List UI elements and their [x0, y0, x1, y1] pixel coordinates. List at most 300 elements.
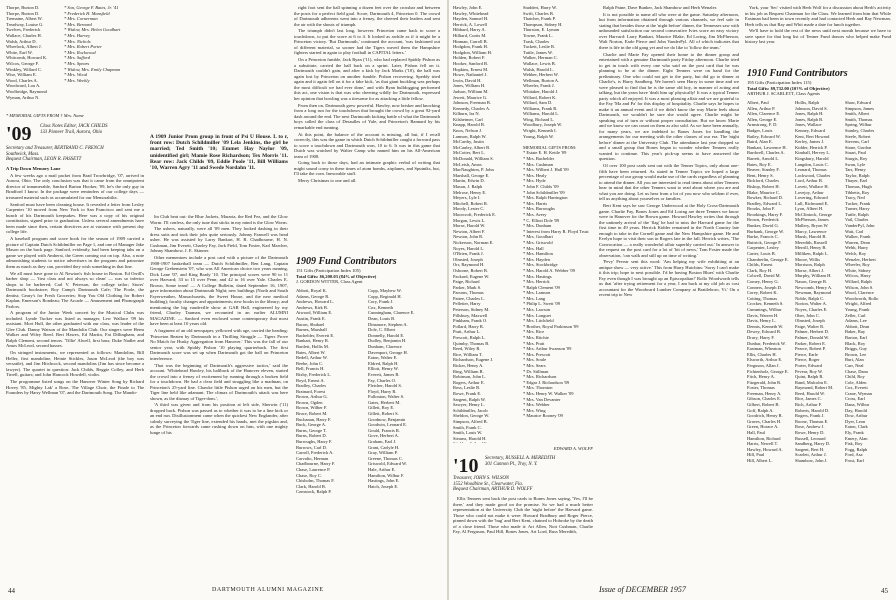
contributor-name: Bruce, Robert M.: [296, 411, 328, 417]
contributor-name: Walsh, Harold L.: [523, 66, 554, 72]
contributor-name: Knox, Nelson J.: [453, 128, 482, 134]
contributor-name: Lovering, Edward: [795, 195, 828, 201]
contributor-name: Vail, Charles: [845, 217, 869, 223]
contributor-name: Kennedy, Charles A.: [453, 105, 491, 111]
contributor-name: Buttrick, George F.: [747, 239, 782, 245]
contributor-name: Goodrich, Henry R.: [747, 413, 783, 419]
contributor-name: Ely, Frank: [845, 430, 864, 436]
contributor-name: Bachelder, Everett E.: [296, 332, 335, 338]
contributor-name: Hill, Paul: [747, 452, 765, 458]
class-officers: Class Notes Editor, JACK CHILDS 133 Pioneer Trail, Aurora, Ohio: [40, 124, 108, 135]
contributor-name: McLeish, Amos: [453, 161, 482, 167]
memorial-gift-name: * Mrs. Cornerman: [64, 16, 98, 22]
contributor-name: Crocker, Kenneth S.: [747, 301, 784, 307]
contributor-name: * Mrs. Lawson: [523, 307, 551, 313]
memorial-gift-name: * Widow, Mrs. Helen Goodhart: [64, 27, 121, 33]
contributor-name: Murphy, William H.: [795, 273, 832, 279]
contributor-name: Hawley, Whitehead: [453, 10, 489, 16]
contributor-name: Frost, Earl: [845, 458, 864, 463]
contributor-name: Stanley, Charles: [845, 127, 875, 133]
contributor-name: Goodnow, Benjamin: [368, 416, 406, 422]
contributor-name: Jones, Ralph B.: [795, 116, 824, 122]
contributor-name: Armstrong, F. D.: [747, 122, 778, 128]
contributor-name: Tucker, Frank: [845, 200, 871, 206]
contributor-name: Wenzler, Herbert: [845, 256, 876, 262]
contributor-name: * Brother, Royal Parkinson '09: [523, 323, 579, 329]
memorial-gift-name: * Mrs. Bernard: [64, 21, 92, 27]
contributor-name: Dana, Wilbur: [845, 402, 870, 408]
contributor-name: Quimby, Thomas B.: [453, 340, 490, 346]
column-2-text: [150, 214, 288, 580]
contributor-name: Marshall, George E.: [453, 172, 490, 178]
contributor-name: Shambow, John J.: [795, 458, 828, 463]
contributor-name: * Mrs. Litchfield: [523, 318, 554, 324]
contributor-name: Hill, Albert L.: [747, 458, 773, 463]
contributor-name: Hastings, John E.: [368, 478, 400, 484]
contributor-name: Towne, Frank L.: [523, 32, 553, 38]
contributor-name: Pierce, Earle: [795, 351, 818, 357]
contributor-name: Bradley, Edward L.: [747, 200, 783, 206]
contributor-name: Kilburn, Ira N.: [453, 111, 480, 117]
contributor-name: Smith, Louis W.: [453, 430, 483, 436]
contributor-name: Woodbury, Joseph W.: [523, 122, 563, 128]
paragraph: A fragment of an old newspaper, yellowed with age, carried the heading: 'Princeton Beaten by Dartmouth in a Thrilling Struggle — Tigers Prove No Match for Husky Aggregation from Hanover.' This was the fall of our senior year, with Spiddy Pishon '10 playing quarterback. The first Dartmouth score was set up when Dartmouth got the ball on Princeton interference.: [150, 328, 288, 361]
contributor-name: * Mrs. Ralph Harrington: [523, 195, 568, 201]
contributor-name: Wood, Clarence: [845, 290, 874, 296]
contributor-name: Rand, Malcolm E.: [795, 379, 828, 385]
contributor-name: Wallace, Lewis B.: [523, 60, 556, 66]
contributor-name: Walker, Frank: [845, 234, 871, 240]
contributor-name: Wait, Carl: [845, 228, 864, 234]
contributor-name: Cole, Alden: [845, 379, 867, 385]
contributor-name: Gibson, Charles E.: [747, 396, 781, 402]
contributor-name: * Mrs. Cushman: [523, 161, 553, 167]
contributor-name: Gould, Francis R.: [368, 427, 400, 433]
contributor-name: Abbott, Dean: [845, 323, 870, 329]
paragraph: right foot sent the ball spinning a dozen feet over the crossbar and between the posts for a perfect field goal. Score, Dartmouth 4, Princeton 0. The crowd of Dartmouth adherents went into a frenzy, the cheered their leaders and sent the air with the shouts of triumph.: [294, 5, 440, 27]
paragraph: 'That was the beginning of Dartmouth's aggressive tactics,' said the account. 'Whitehead Hawley, his halfback of the Hanover eleven, started the crowd into a frenzy of excitement by running through a broken field for a touchdown. He had a clear field and straggling like a madman, on Princeton's 25-yard line. Chawke little Pishon urged on his men, but the Tiger line held like adamant. The climax of Dartmouth's attack was here shown, as the dismay of Tiger-dom.',: [150, 362, 288, 401]
contributor-name: McCotter, Bert L.: [453, 150, 486, 156]
contributor-name: * Mrs. Wilbert J. Hall '09: [523, 167, 569, 173]
memorial-gift-name: * Mrs. Wood: [64, 72, 87, 78]
contributor-name: * Mrs. Ritchie: [523, 335, 549, 341]
fund-1909-summary: 151 Gifts (Participation Index 105) Total Gifts: $6,200.03 (84% of Objective) J. GORDON WITTER, Class Agent: [296, 268, 377, 285]
contributor-name: Taylor, Ralph: [845, 172, 870, 178]
fund-1909-title: 1909 Fund Contributors: [296, 256, 397, 267]
contributor-name: Bartlett, Hollis M.: [296, 343, 329, 349]
contributor-name: Copp, Mayhew W.: [368, 288, 402, 293]
contributor-name: Wilson, John S.: [845, 284, 874, 290]
contributor-name: Simpson, Alfred B.: [453, 418, 488, 424]
contributor-name: Studdert, Harry W.: [523, 5, 557, 10]
contributor-name: McPherson, James: [795, 217, 829, 223]
contributor-name: Brookings, Harry F.: [747, 211, 783, 217]
memorial-gift-name: * Mrs. Rockwood: [64, 49, 96, 55]
contributor-name: Hollis, Ralph: [795, 100, 820, 105]
contributor-name: Ober, John C.: [795, 312, 820, 318]
class-10-intro: [453, 496, 593, 580]
contributor-name: Bixby, Frederick L.: [296, 371, 332, 377]
contributor-name: Dunbar, Frederick W.: [747, 340, 786, 346]
contributor-name: Stone, Gordon: [845, 144, 872, 150]
contributor-name: Burns, George T.: [296, 427, 327, 433]
contributor-name: Kidder, Herrick P.: [795, 144, 828, 150]
contributor-name: Lyon, Albert H.: [795, 206, 824, 212]
contributor-name: Winkley, Willard C.: [6, 66, 43, 72]
contributor-name: Wright, Alfred: [845, 301, 872, 307]
contributor-name: Chamberlin, George E.: [747, 256, 789, 262]
contributor-name: Burbank, George W.: [747, 228, 784, 234]
contributor-name: Quint, Ralph R.: [795, 374, 824, 380]
contributor-name: Thatcher, Frank P.: [523, 16, 556, 22]
contributor-name: Newton, John R.: [453, 234, 484, 240]
contributor-name: Noyes, Harold L.: [453, 245, 485, 251]
contributor-name: Greene, Thomas C.: [368, 455, 403, 461]
contributor-name: Bankart, Henry R.: [296, 338, 329, 344]
contributor-name: Moore, Willis: [795, 256, 820, 262]
contributor-name: Osborne, Robert B.: [453, 267, 488, 273]
contributor-name: Simpson, James: [845, 105, 875, 111]
contributor-name: Freeman, Henry A.: [747, 390, 782, 396]
contributor-name: Scarlett, Arthur J.: [795, 452, 827, 458]
contributor-name: Bradley, Charles: [296, 383, 326, 389]
paragraph: At this point, the balance of the account is missing, all but, if I recall correctly, this was the game in which Dutch Schildmiller caught a forward pass to score a touchdown and Dartmouth won, 10 to 6. It was in this game that Dutch was watched by Walter Camp who named him on his All-American team of 1908.: [294, 131, 440, 159]
contributor-name: Walsh, Arthur D.: [6, 38, 37, 44]
contributor-name: * John Schildmiller '09: [523, 189, 565, 195]
contributor-name: Wood, Charles A.: [6, 77, 38, 83]
contributor-name: Johnson, David S.: [795, 105, 828, 111]
contributor-name: Wallace, Charles H.: [6, 32, 42, 38]
fund-1910-title: 1910 Fund Contributors: [747, 68, 848, 79]
contributor-name: McDonald, William S.: [453, 156, 494, 162]
contributor-name: Lamson, Ralph W.: [453, 133, 487, 139]
contributor-name: * Mrs. Rice: [523, 329, 545, 335]
contributor-name: Allen, Arthur P.: [747, 105, 776, 111]
contributor-name: Willard, Sam D.: [523, 100, 553, 106]
contributor-name: Wyman, Arthur N.: [6, 94, 40, 100]
contributor-name: Webber, Herbert W.: [523, 72, 559, 78]
contributor-name: * Edgar J. Richardson '09: [523, 379, 570, 385]
contributor-name: [453, 441, 521, 443]
contributor-name: Richardson, Eugene J.: [453, 357, 494, 363]
contributor-name: * Mrs. Thornton: [523, 385, 553, 391]
contributor-name: Sheldon, George W.: [453, 413, 490, 419]
contributor-name: Fisk, Roy: [845, 441, 863, 447]
contributor-name: Fitzgerald, John R.: [747, 379, 782, 385]
class-numeral-10: '10: [453, 455, 479, 477]
contributor-name: Burns, Robert D.: [296, 433, 327, 439]
contributor-name: Sargent, Ralph W.: [453, 396, 486, 402]
contributor-name: Tarr, Henry: [845, 167, 866, 173]
contributor-name: Olmsted, Joseph: [453, 256, 483, 262]
contributor-name: Walker, Herman C.: [523, 55, 558, 61]
contributor-name: * Mrs. Van Devanter: [523, 396, 561, 402]
contributor-name: Kenney, Edward: [795, 127, 825, 133]
contributor-name: Eastman, Wheaton: [747, 346, 781, 352]
contributor-name: Hinman, Carroll B.: [453, 38, 488, 44]
contributor-name: Hall, Paul: [747, 430, 765, 436]
contributor-name: Cross, Earl: [845, 396, 865, 402]
contributor-name: Hodgdon, William H.: [453, 49, 492, 55]
contributor-name: Bates, Albert W.: [296, 349, 326, 355]
contributor-name: Ricker, Henry A.: [453, 363, 484, 368]
contributor-name: Wright, Kenneth I.: [523, 128, 557, 134]
column-1-heading: A Trip Down Memory Lane: [6, 166, 61, 171]
contributor-name: Hale, Arthur E.: [368, 467, 396, 472]
contributor-name: MacNaughton, P. John: [453, 167, 494, 173]
contributor-name: Carr, Neal: [845, 362, 864, 368]
contributor-name: Black, Roy: [845, 340, 866, 346]
contributor-name: Elsworth, Arthur E.: [747, 357, 783, 363]
contributor-name: Brown, Wilber F.: [296, 405, 328, 411]
contributor-name: * Mrs. Pratt: [523, 340, 545, 346]
contributor-name: Bailey, Edward W.: [747, 133, 781, 139]
contributor-name: Packard, Eugene W.: [453, 273, 490, 279]
paragraph: The programme listed songs on the Hanover Winter Song by Richard Hovey '85, Mighty Lak' a Rose, The Village Choir, the Finale to The Founders by Harry Wellman '07, and the Dartmouth Song. The Mando-: [6, 379, 144, 396]
contributor-name: * Estate E. H. Kettle '09: [523, 150, 567, 156]
contributor-name: Wilcox, Harry: [845, 273, 871, 279]
paragraph: Sanford must have been cleaning house. It revealed a letter from Lesley Carpenter '10 moved from New York to San Francisco and sent me a bunch of his Dartmouth keepsakes. Here was a copy of his original constitution, signed prior to graduation. Unless several amendments have been made since then, certain directives are at variance with present day college life.: [6, 201, 144, 235]
contributor-name: Welch, Roy: [845, 251, 867, 257]
contributor-name: Parker, Robert E.: [795, 340, 827, 346]
memorial-gift-name: * Mrs. Robert Porter: [64, 44, 102, 50]
contributor-name: Fletcher, Harold S.: [368, 383, 403, 389]
contributor-name: Elliott, Henry W.: [368, 366, 399, 372]
contributor-name: Smith, Albert: [845, 111, 870, 117]
contributor-name: O'Brien, Frank J.: [453, 251, 484, 257]
fund-1909-list-a: [296, 288, 368, 583]
contributor-name: Rowe, Henry D.: [795, 430, 825, 436]
contributor-name: Hatch, Joseph E.: [368, 483, 399, 489]
contributor-name: Grant, Carlyle H.: [368, 444, 400, 450]
contributor-name: Chase, Dana: [845, 368, 868, 374]
contributor-name: Steele, Robert: [845, 133, 871, 139]
contributor-name: Holden, Robert F.: [453, 55, 486, 61]
contributor-name: Gillett, Roy E.: [368, 405, 395, 411]
paragraph: 'Pevy' Pevear sent this word: 'Am helping my wife exhibiting at an antique show — very active.' This from Harry Hutchins: 'Sorry I can't make it this trip; hope to next possible. I'd be having Boston Blues' with Charlie Fay even though I was brought up an Episcopalian!' Rollo Woodworth tells us that 'after trying retirement for a year, I am back at my old job as cost accountant for the Woodward Lumber Company at Brattleboro, Vt.' On a recent trip to New: [599, 259, 739, 298]
contributor-name: * Mrs. Bachelder: [523, 156, 555, 162]
contributor-name: Hayden, Samuel H.: [453, 16, 489, 22]
contributor-name: * Mrs. Dunham: [523, 223, 552, 229]
contributor-name: Harris, Newell T.: [747, 441, 779, 447]
contributor-name: Tremaine, Albert W.: [6, 16, 43, 22]
contributor-name: Burrows, Carl D.: [296, 444, 327, 450]
contributor-name: Wellman, Burton A.: [523, 77, 560, 83]
contributor-name: * Mrs. Arthur Swanson '09: [523, 346, 572, 352]
contributor-name: Graham, Earl J.: [368, 439, 397, 445]
contributor-name: Hodgdon, Frank H.: [453, 44, 488, 50]
contributor-name: Cox, Kenneth: [368, 304, 393, 310]
issue-line: Issue of DECEMBER 1957: [599, 585, 686, 594]
contributor-name: Warren, Dean: [845, 239, 870, 245]
contributor-name: Brown, Frederick: [747, 217, 779, 223]
contributor-name: Dennis, Kenneth W.: [747, 323, 784, 329]
contributor-name: Hawley, Howard A.: [747, 446, 783, 452]
contributor-name: Bacon, Shubael: [296, 321, 325, 327]
contributor-name: Abbott, Royal K.: [296, 288, 327, 293]
contributor-name: Young, Ralph W.: [523, 133, 554, 139]
contributor-name: Donnelly, Harold E.: [368, 332, 405, 338]
contributor-name: Wheeler, Roy: [845, 262, 870, 268]
contributor-name: * Mrs. Herrick: [523, 279, 550, 285]
contributor-name: Ford, Asa: [845, 452, 863, 458]
contributor-name: Thorpe, Burton D.: [6, 10, 40, 16]
contributor-name: Child, Roy: [845, 374, 865, 380]
contributor-name: Bowker, Richard D.: [747, 195, 784, 201]
contributor-name: Tuttle, Ralph: [845, 211, 869, 217]
contributor-name: Allen, Clarence E.: [747, 111, 781, 117]
contributor-name: Martin, Edwin D.: [453, 178, 485, 184]
contributor-name: Tuckett, Leslie R.: [523, 44, 556, 50]
contributor-name: Thompson, Sidney H.: [523, 21, 563, 27]
contributor-name: * Mrs. Griswold: [523, 239, 553, 245]
contributor-name: * Mrs. Henry W. Walker '09: [523, 390, 574, 396]
contributor-name: Rich, Arthur F.: [795, 402, 822, 408]
contributor-name: Chisholm, Thomas F.: [296, 478, 335, 484]
contributor-name: Fichtenholz, George E.: [747, 368, 789, 374]
contributor-name: Carvalio, Herman: [296, 455, 329, 461]
contributor-name: Woodward, Lou A.: [6, 83, 41, 89]
contributor-name: Bishop, Robert H.: [747, 183, 780, 189]
contributor-name: Howe, Nathaniel J.: [453, 72, 488, 78]
contributor-name: * C. Elliott Dole '09: [523, 217, 560, 223]
contributor-name: * Mrs. Wing: [523, 407, 546, 413]
contributor-name: Davis, Warren H.: [747, 312, 779, 318]
paragraph: Ellis Tenners sent back the post cards to Bones Jones saying, 'Yes, I'll be there,' and they made good on the promise. So we had a much better representation at the University Club the 'night before' the Harvard game. Those who could not make it were: Howard Bradbury and Roger Pierce, pinned down with the 'bug' and Bert Kent, chained to Hobroke by the death of a close friend. Those who made it: Art Allen, Nort Cushman, Charlie Fay, Al Ferguson, Paul Hill, Bones Jones, Art Lord, Russ Meredith,: [453, 496, 593, 534]
contributor-name: Eaton, Clark: [845, 424, 868, 430]
contributor-name: * Mrs. Richardson: [523, 374, 557, 380]
contributor-name: Lovett, Wallace H.: [795, 183, 829, 189]
contributor-name: Burroughs, Harry F.: [296, 439, 333, 445]
contributor-name: Lovejoy, Arthur: [795, 189, 824, 195]
contributor-name: Pevear, Roy W.: [795, 368, 823, 374]
contributor-name: * Mrs. Goodhart: [523, 234, 553, 240]
top-names-col1: [6, 5, 64, 113]
contributor-name: Johnson, Freeman B.: [453, 100, 491, 106]
contributor-name: Williams, Frank R.: [523, 105, 558, 111]
contributor-name: Palmer, Herbert D.: [795, 329, 830, 335]
paragraph: York, your 'Sec' visited with Herb Wolf for a discussion about Herb's activity in his job as Bequest Chairman for the Class. We learned from him that While Eastman had been in town recently and had contacted Herb and Ray Newman. Herb tells us that Ray and Whit made a date for lunch together.: [745, 5, 891, 27]
contributor-name: Clark, Roy H.: [747, 267, 773, 273]
contributor-name: Webb, Harry: [845, 245, 869, 251]
class-recorder: EDWARD A. WOLFF: [553, 446, 593, 451]
memorial-gift-name: * Mrs. Nichols: [64, 38, 91, 44]
contributor-name: Carter, Louis B.: [747, 251, 776, 257]
contributor-name: Rogers, Arthur E.: [453, 379, 485, 385]
contributor-name: Parker, Mark S.: [453, 284, 482, 290]
contributor-name: Badger, Louis: [747, 127, 773, 133]
contributor-name: Cunningham, Clarence E.: [368, 310, 415, 316]
contributor-name: Tibbetts, Roy: [845, 189, 870, 195]
contributor-name: Mallery, Bryon W.: [795, 223, 829, 229]
contributor-name: Brooks, John F.: [747, 206, 776, 212]
contributor-name: Olmsted, Joseph: [795, 318, 825, 324]
contributor-name: Smith, Thomas: [845, 116, 873, 122]
contributor-name: Comstock, Ralph P.: [296, 489, 332, 495]
contributor-name: Baker, Ray: [845, 329, 866, 335]
column-3-text: [294, 5, 440, 252]
contributor-name: Sargent, Bert H.: [795, 446, 825, 452]
contributor-name: * Mrs. Hyde: [523, 178, 546, 184]
contributor-name: Pinkham, Frank O.: [453, 318, 488, 324]
contributor-name: * Dr. Stillman: [523, 368, 549, 374]
folio-left: 44: [8, 587, 15, 595]
fund-1909-list-c: [453, 5, 521, 443]
contributor-name: Lord, Arthur B.: [795, 178, 823, 184]
contributor-name: Dewey, Edward B.: [747, 329, 781, 335]
contributor-name: Marcy, Lawrence: [795, 228, 827, 234]
contributor-name: Norton, Walter A.: [795, 301, 828, 307]
contributor-name: Bent, Henry S.: [747, 172, 774, 178]
contributor-name: Thomas, Hugh: [845, 183, 872, 189]
contributor-name: * Maurice Rooney '09: [523, 413, 563, 419]
contributor-name: Palmer, Donald W.: [795, 334, 830, 340]
paragraph: We'll have to hold the rest of the news until next month because we have to save space for that long list of Tenner Fund donors who helped make Fund history last year.: [745, 28, 891, 45]
contributor-name: Fitch, Henry A.: [747, 374, 775, 380]
contributor-name: Ross, Leslie B.: [453, 385, 481, 391]
contributor-name: Hooker, Sanford B.: [453, 60, 489, 66]
folio-right: 45: [881, 587, 888, 595]
contributor-name: Schildmiller, Jacob: [453, 407, 488, 413]
contributor-name: Kilsheimer, Carl: [453, 116, 483, 122]
contributor-name: Meredith, Russell: [795, 239, 827, 245]
class-10-officers: Secretary, RUSSELL A. MEREDITH 301 Cannon Pl., Troy, N. Y.: [485, 456, 556, 467]
fund-1909-list-d: [523, 5, 593, 443]
contributor-name: Nickerson, Norman E.: [453, 239, 494, 245]
contributor-name: Tuttle, James W.: [523, 49, 553, 55]
contributor-name: Briggs, Guy: [845, 346, 868, 352]
contributor-name: Burt, Alan: [845, 357, 864, 363]
contributor-name: Childs, Ernest: [747, 262, 773, 268]
paragraph: On a Princeton fumble, Jack Ryan ('11), who had replaced Spiddy Pishon as a substitute, carried the ball back on a sprint. Later, Pishon fell on it. Dartmouth couldn't gain, and after a kick by Jack Marks ('10), the ball was again lost by Princeton on another fumble. Pishon recovering. Speddy tried again and it again fell on it for a fake kick, 'as that giant buckling was perhaps the most difficult we had ever done,' and with Ryan bulldogging performed this act, one vision is that was who cheering wildly for Dartmouth, expressed her opinion that bowling was a tiresome for as attacking a little fellow.: [294, 57, 440, 101]
contributor-name: Melrose, Henry E.: [453, 189, 487, 195]
memorial-gift-name: * Frederick H. Mansfield: [64, 10, 110, 16]
contributor-name: Woolbridge, Raymond: [6, 88, 47, 94]
contributor-name: Newton, Albert F.: [453, 228, 486, 234]
contributor-name: * Mrs. Webber: [523, 402, 550, 408]
contributor-name: Day, Harold: [845, 407, 867, 413]
contributor-name: Prescott, Ralph L.: [453, 335, 486, 341]
right-page: [449, 0, 896, 600]
contributor-name: * Philip L. Swett '09: [523, 301, 560, 307]
contributor-name: * Ralph Clement '09: [523, 284, 560, 290]
contributor-name: Paige, Richard: [453, 279, 480, 285]
contributor-name: Swift, Charles B.: [523, 10, 554, 16]
paragraph: From then on, Dartmouth grew powerful. Hawley, now brisker and knocking from a long run for the touchdown that brought the crowd by a great 92-yard dash around the end. The next Dartmouth kicking battle of what the Dartmouth boys called the class of Desaulles of Yale, and Princeton's Bannard by his remarkable end running.: [294, 102, 440, 130]
contributor-name: Newcomb, Henry A.: [795, 284, 833, 290]
contributor-name: Kerley, James J.: [795, 139, 825, 145]
contributor-name: Tracy, Ned: [845, 195, 865, 201]
contributor-name: Spring, Wilbur: [845, 122, 872, 128]
contributor-name: Graves, Charles H.: [747, 418, 782, 424]
contributor-name: Reed, Harold W.: [795, 390, 825, 396]
contributor-name: Williams, Harold L.: [523, 111, 560, 117]
contributor-name: Nason, George R.: [795, 279, 828, 284]
contributor-name: Gates, Herbert M.: [368, 399, 401, 405]
contributor-name: Beebe, John C.: [296, 360, 324, 366]
contributor-name: Chase, Roy C.: [296, 472, 323, 478]
contributor-name: Carpenter, Lesley: [747, 245, 779, 251]
contributor-name: VanderPyl, John: [845, 223, 875, 229]
class-10-column: [599, 5, 739, 583]
contributor-name: Dunham, Clarence: [368, 343, 402, 349]
contributor-name: Judson, William M.: [453, 88, 489, 94]
contributor-name: Jewett, Maurice G.: [453, 94, 488, 100]
contributor-name: Eldred, Ralph H.: [368, 360, 399, 366]
paragraph: Going back to those days, had an intimate graphic verbal of writing that might sound corny in these times of atom bombs, airplanes, and Sputniks, but, I'll take the corn. Inexorable stuff.: [294, 160, 440, 177]
contributor-name: Lull, Richmond E.: [795, 200, 829, 206]
contributor-name: Brainard, Forest: [296, 388, 326, 394]
